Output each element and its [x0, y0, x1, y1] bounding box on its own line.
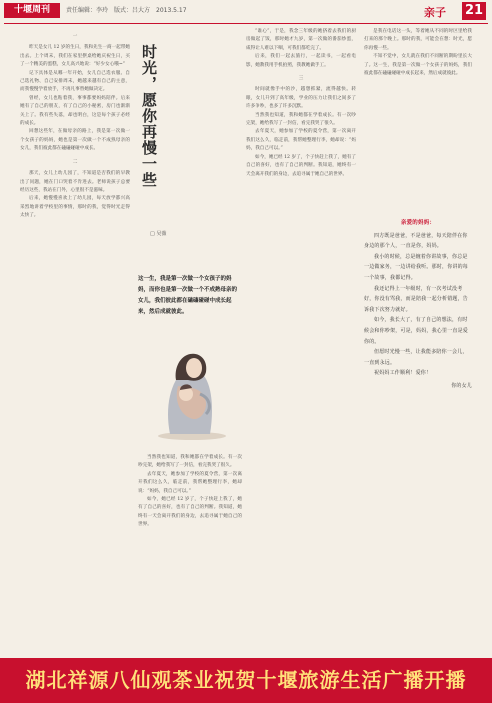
letter-paragraph: 如今，我长大了，有了自己的想法，有时候会和你吵架，可是，妈妈，我心里一直是爱你的。	[364, 317, 469, 345]
article-column-1	[20, 28, 130, 658]
article-column-middle	[138, 454, 242, 654]
pull-quote: 这一生，我是第一次做一个女孩子的妈妈，而你也是第一次做一个不成熟母亲的女儿，我们彼此都在磕磕碰碰中成长起来，然后成就彼此。	[138, 276, 238, 315]
newspaper-logo: 十堰周刊	[4, 3, 60, 18]
section-marker: 三	[298, 76, 304, 82]
paragraph: 是我在电话这一头，等着她从不同的时区里给我打来的那个晚上。那时的我，可能会在想：时光，愿你再慢一些。	[364, 29, 472, 51]
paragraph: 时间就像手中的沙，越想抓紧，流得越快。转眼，女儿升到了高年级，学业的压力让我们之间多了许多争吵，也多了许多沉默。	[246, 87, 356, 110]
letter-paragraph: 四方既是爸爸，不是爸爸，每天陪伴在你身边的那个人，一直是你，妈妈。	[364, 232, 468, 250]
paragraph: 如今，她已经 12 岁了，个子快赶上我了，她有了自己的喜好，也有了自己的判断。我知道，她终有一天会离开我们的身边，去追寻属于她自己的世界。	[246, 154, 356, 177]
section-marker: 一	[72, 34, 78, 39]
mother-child-illustration	[140, 334, 236, 440]
paragraph: 当然我也知道，我和她都在学着成长。有一次吵完架，她给我写了一封信，看完我哭了很久。	[138, 455, 242, 469]
header-rule	[4, 23, 488, 24]
article-column-2	[246, 28, 356, 658]
letter-paragraph: 祝妈妈工作顺利！爱你！	[374, 370, 432, 377]
paragraph: 记下具体是从哪一年开始，女儿自己选衣服、自己选礼物、自己安排周末，她越来越有自己的主意，而我慢慢学着放手，不再凡事替她做决定。	[20, 70, 130, 93]
letter-heading: 亲爱的妈妈：	[400, 220, 436, 226]
paragraph: 昨天是女儿 12 岁的生日，我和先生一商一起带她出去。上个周末，我们在家里摆桌给她庆祝生日，买了一个精美的蛋糕，女儿高兴地说：“好少女心哦~”	[20, 45, 130, 68]
article-column-3	[364, 28, 472, 214]
page-number: 21	[462, 2, 486, 20]
paragraph: 曾经，女儿也粘着我，事事都要妈妈陪伴。后来她有了自己的朋友，有了自己的小秘密，房门也渐渐关上了。我有些失落，却也明白，这是每个孩子必经的成长。	[20, 95, 130, 127]
letter-paragraph: 我小的时候，总是缠着你讲故事，你总是一边做家务，一边讲给我听。那时，你讲的每一个故事，我都记得。	[364, 253, 469, 281]
section-marker: 二	[72, 159, 78, 165]
byline: □ 吴薇	[150, 231, 167, 237]
paragraph: 如今，她已经 12 岁了，个子快赶上我了，她有了自己的喜好，也有了自己的判断。我知道，她终有一天会离开我们的身边，去追寻属于她自己的世界。	[138, 497, 242, 528]
letter-paragraph: 我还记得上一年级时，有一次考试没考好，你没有骂我，而是陪我一起分析错题，告诉我下次努力就好。	[364, 285, 469, 313]
paragraph: 回想这些年，在做母亲的路上，我是第一次做一个女孩子的妈妈，她也是第一次做一个不成熟母亲的女儿，我们彼此都在磕磕碰碰中成长。	[20, 129, 130, 152]
editor-credits: 责任编辑：李玲 版式：吕大方 2013.5.17	[66, 7, 187, 14]
daughter-letter	[364, 218, 472, 646]
paragraph: “谁心”，于是，我念三年级的她挤着去我们的厨房做起了饭，那时她才九岁，第一次做的番茄炒蛋，咸得让人难以下咽，可我们都吃完了。	[246, 29, 356, 51]
advertisement-banner	[0, 658, 492, 703]
paragraph: 那天，女儿上幼儿园了，不知道是否我们的早教出了问题，她在门口哭着不肯进去。老师说孩子总要经历这些，我站在门外，心里很不是滋味。	[20, 171, 130, 193]
paragraph: 后来，我们一起去旅行，一起读书，一起看电影，她教我用手机拍照，我教她做手工。	[246, 54, 356, 68]
letter-signature: 你的女儿	[451, 382, 472, 389]
paragraph: 当然我也知道，我和她都在学着成长。有一次吵完架，她给我写了一封信，看完我哭了很久。	[246, 112, 356, 127]
letter-paragraph: 但愿时光慢一些，让我能多陪你一会儿，一直到永远。	[364, 349, 468, 366]
paragraph: 不知不觉中，女儿就在我们不同断的期盼里长大了。这一生，我是第一次做一个女孩子的妈妈，我们彼此都在磕磕碰碰中成长起来，然后成就彼此。	[364, 54, 472, 77]
banner-text: 湖北祥源八仙观茶业祝贺十堰旅游生活广播开播	[25, 668, 467, 692]
masthead	[0, 0, 492, 24]
section-title: 亲子	[424, 6, 446, 19]
paragraph: 去年夏天，她参加了学校的夏令营，第一次离开我们这么久，临走前，我帮她整理行李，她却说：“妈妈，我自己可以。”	[138, 471, 242, 494]
article-title: 时光，愿你再慢一些	[140, 44, 158, 188]
paragraph: 后来，她慢慢喜欢上了幼儿园，每天放学都兴高采烈地讲着学校里的事情，那时的我，觉得时光走得太快了。	[20, 196, 130, 219]
paragraph: 去年夏天，她参加了学校的夏令营，第一次离开我们这么久，临走前，我帮她整理行李，她却说：“妈妈，我自己可以。”	[246, 129, 356, 152]
